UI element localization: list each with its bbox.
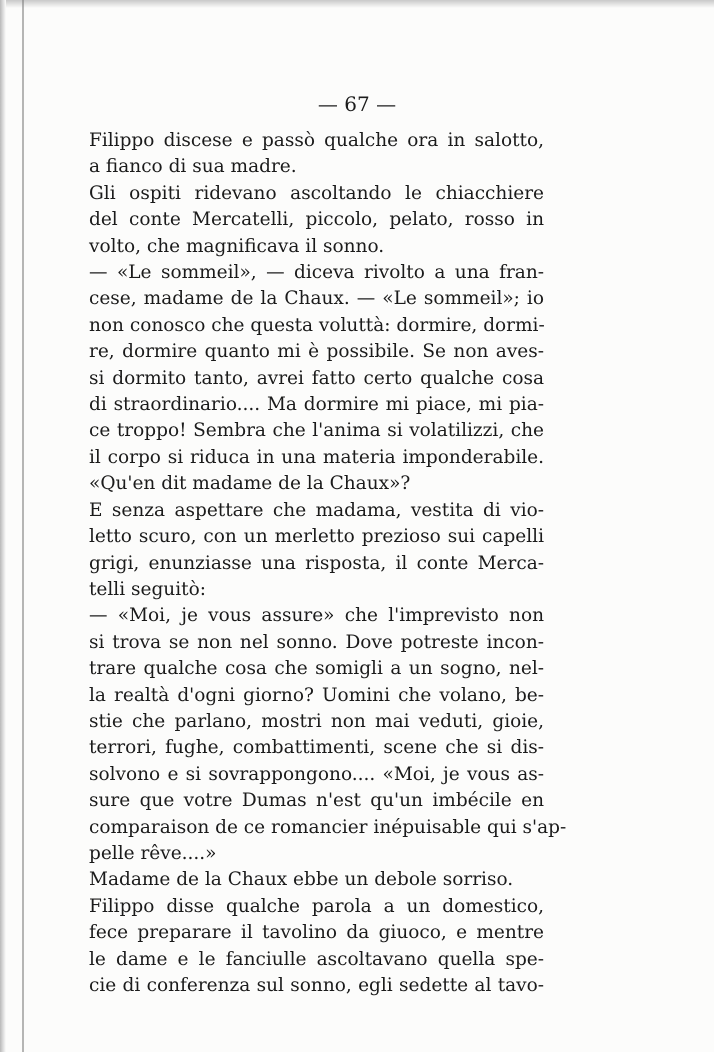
text-line: le dame e le fanciulle ascoltavano quella spe- xyxy=(89,948,544,970)
text-line: sure que votre Dumas n'est qu'un imbécile en xyxy=(89,790,544,812)
text-line: telli seguitò: xyxy=(89,578,206,600)
text-line: cie di conferenza sul sonno, egli sedette al tavo- xyxy=(89,975,544,996)
text-line: il corpo si riduca in una materia imponderabile. xyxy=(89,446,544,468)
text-line: comparaison de ce romancier inépuisable qui s'ap- xyxy=(89,816,567,838)
text-line: non conosco che questa voluttà: dormire, dormi- xyxy=(89,314,545,336)
page-top-edge xyxy=(0,0,714,8)
text-line: «Qu'en dit madame de la Chaux»? xyxy=(89,473,411,495)
text-line: del conte Mercatelli, piccolo, pelato, rosso in xyxy=(89,209,544,231)
text-line: terrori, fughe, combattimenti, scene che si dis- xyxy=(89,737,544,759)
text-line: solvono e si sovrappongono.... «Moi, je vous as- xyxy=(89,763,544,785)
text-line: cese, madame de la Chaux. — «Le sommeil»; io xyxy=(89,288,544,310)
text-line: Filippo disse qualche parola a un domestico, xyxy=(89,895,544,917)
text-line: la realtà d'ogni giorno? Uomini che volano, be- xyxy=(89,684,544,706)
text-line: a fianco di sua madre. xyxy=(89,156,297,178)
text-line: Gli ospiti ridevano ascoltando le chiacchiere xyxy=(89,182,544,204)
text-line: re, dormire quanto mi è possibile. Se non aves- xyxy=(89,341,544,363)
text-line: si dormito tanto, avrei fatto certo qualche cosa xyxy=(89,367,544,389)
text-line: si trova se non nel sonno. Dove potreste incon- xyxy=(89,631,544,653)
text-line: stie che parlano, mostri non mai veduti, gioie, xyxy=(89,710,544,732)
text-line: Madame de la Chaux ebbe un debole sorriso. xyxy=(89,869,514,891)
text-line: E senza aspettare che madama, vestita di vio- xyxy=(89,499,544,521)
page-number: — 67 — xyxy=(317,92,397,116)
text-line: trare qualche cosa che somigli a un sogno, nel- xyxy=(89,658,544,680)
body-text xyxy=(89,128,567,999)
text-line: letto scuro, con un merletto prezioso sui capelli xyxy=(89,526,544,548)
text-line: di straordinario.... Ma dormire mi piace, mi pia- xyxy=(89,394,544,416)
text-line: fece preparare il tavolino da giuoco, e mentre xyxy=(89,922,544,944)
text-line: volto, che magnificava il sonno. xyxy=(89,235,385,257)
text-line: — «Moi, je vous assure» che l'imprevisto non xyxy=(89,605,544,627)
text-line: grigi, enunziasse una risposta, il conte Merca- xyxy=(89,552,544,574)
page-binding-edge xyxy=(0,0,6,1052)
text-line: — «Le sommeil», — diceva rivolto a una fran- xyxy=(89,262,544,284)
text-line: Filippo discese e passò qualche ora in salotto, xyxy=(89,130,544,151)
text-line: ce troppo! Sembra che l'anima si volatilizzi, che xyxy=(89,420,544,442)
text-line: pelle rêve....» xyxy=(89,842,217,864)
page-margin-line xyxy=(22,0,24,1052)
